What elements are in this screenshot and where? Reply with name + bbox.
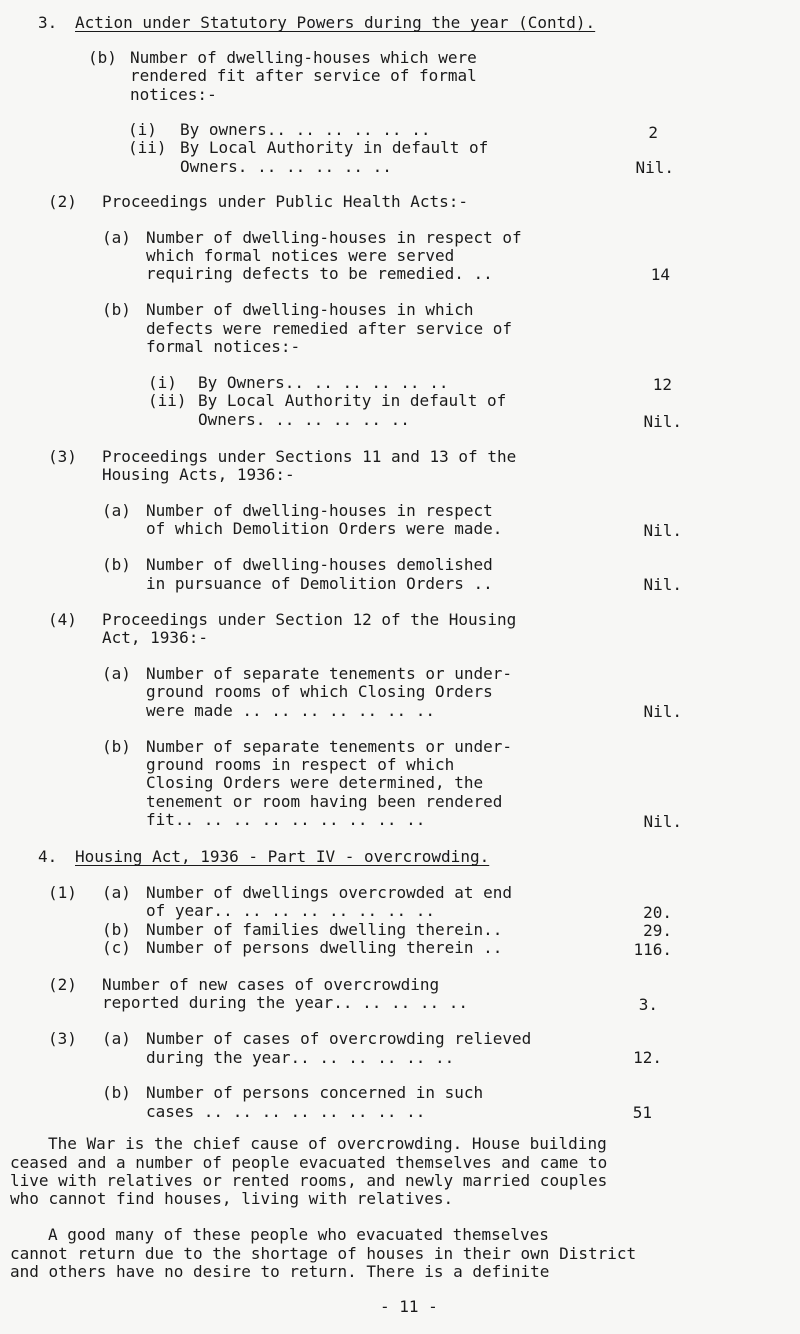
paragraph-line: who cannot find houses, living with relatives. — [10, 1189, 454, 1208]
subitem-text: By Local Authority in default of — [180, 138, 489, 157]
item-text: fit.. .. .. .. .. .. .. .. .. — [146, 810, 426, 829]
item-text: Number of dwelling-houses in respect of — [146, 228, 522, 247]
item-text: of year.. .. .. .. .. .. .. .. — [146, 901, 435, 920]
subsection-number: (3) — [48, 447, 77, 466]
section-heading: Housing Act, 1936 - Part IV - overcrowding. — [75, 847, 490, 866]
item-value: 12. — [633, 1048, 662, 1067]
section-number: 3. — [38, 13, 58, 32]
item-text: Number of separate tenements or under- — [146, 664, 513, 683]
section-number: 4. — [38, 847, 58, 866]
item-text: in pursuance of Demolition Orders .. — [146, 574, 493, 593]
subitem-text: Owners. .. .. .. .. .. — [180, 157, 392, 176]
item-label: (b) — [102, 920, 131, 939]
item-label: (b) — [102, 737, 131, 756]
item-value: Nil. — [643, 575, 682, 594]
item-text: Number of separate tenements or under- — [146, 737, 513, 756]
item-label: (a) — [102, 664, 131, 683]
subsection-title: Proceedings under Section 12 of the Housing — [102, 610, 517, 629]
item-text: Number of dwelling-houses which were — [130, 48, 477, 67]
subitem-label: (i) — [148, 373, 177, 392]
item-text: Number of persons dwelling therein .. — [146, 938, 503, 957]
paragraph-line: and others have no desire to return. There is a definite — [10, 1262, 550, 1281]
item-value: Nil. — [643, 812, 682, 831]
item-value: 116. — [633, 940, 672, 959]
subsection-number: (3) — [48, 1029, 77, 1048]
subitem-text: By Local Authority in default of — [198, 391, 507, 410]
item-text: cases .. .. .. .. .. .. .. .. — [146, 1102, 426, 1121]
item-text: Number of dwelling-houses in which — [146, 300, 474, 319]
subitem-text: Owners. .. .. .. .. .. — [198, 410, 410, 429]
item-value: Nil. — [643, 521, 682, 540]
item-value: 14 — [650, 265, 670, 284]
item-text: rendered fit after service of formal — [130, 66, 477, 85]
item-text: notices:- — [130, 85, 217, 104]
item-text: of which Demolition Orders were made. — [146, 519, 503, 538]
section-heading: Action under Statutory Powers during the year (Contd). — [75, 13, 596, 32]
subsection-number: (2) — [48, 192, 77, 211]
item-label: (b) — [102, 555, 131, 574]
item-text: Number of persons concerned in such — [146, 1083, 484, 1102]
item-text: requiring defects to be remedied. .. — [146, 264, 493, 283]
item-label: (a) — [102, 883, 131, 902]
item-text: Number of families dwelling therein.. — [146, 920, 503, 939]
item-text: which formal notices were served — [146, 246, 455, 265]
item-value: Nil. — [643, 412, 682, 431]
item-text: Number of dwellings overcrowded at end — [146, 883, 513, 902]
item-text: formal notices:- — [146, 337, 301, 356]
item-value: 51 — [632, 1103, 652, 1122]
paragraph-line: live with relatives or rented rooms, and newly married couples — [10, 1171, 608, 1190]
item-text: Closing Orders were determined, the — [146, 773, 484, 792]
item-text: Number of new cases of overcrowding — [102, 975, 440, 994]
subsection-number: (4) — [48, 610, 77, 629]
item-value: 2 — [648, 123, 658, 142]
item-text: reported during the year.. .. .. .. .. — [102, 993, 469, 1012]
subsection-number: (2) — [48, 975, 77, 994]
item-label: (b) — [102, 300, 131, 319]
item-text: during the year.. .. .. .. .. .. — [146, 1048, 455, 1067]
paragraph-line: ceased and a number of people evacuated themselves and came to — [10, 1153, 608, 1172]
item-value: 29. — [643, 921, 672, 940]
page-number: - 11 - — [380, 1297, 438, 1316]
subitem-label: (i) — [128, 120, 157, 139]
item-text: Number of dwelling-houses in respect — [146, 501, 493, 520]
subitem-label: (ii) — [148, 391, 187, 410]
item-label: (c) — [102, 938, 131, 957]
item-label: (a) — [102, 501, 131, 520]
item-text: Number of cases of overcrowding relieved — [146, 1029, 532, 1048]
subsection-title: Proceedings under Sections 11 and 13 of the — [102, 447, 517, 466]
subsection-title: Proceedings under Public Health Acts:- — [102, 192, 469, 211]
item-label: (b) — [102, 1083, 131, 1102]
item-text: Number of dwelling-houses demolished — [146, 555, 493, 574]
item-value: Nil. — [635, 158, 674, 177]
item-value: 3. — [638, 995, 658, 1014]
subitem-label: (ii) — [128, 138, 167, 157]
item-text: ground rooms in respect of which — [146, 755, 455, 774]
paragraph-line: A good many of these people who evacuated themselves — [48, 1225, 549, 1244]
item-value: Nil. — [643, 702, 682, 721]
item-label: (a) — [102, 1029, 131, 1048]
subitem-text: By Owners.. .. .. .. .. .. — [198, 373, 449, 392]
paragraph-line: cannot return due to the shortage of houses in their own District — [10, 1244, 637, 1263]
subsection-title: Housing Acts, 1936:- — [102, 465, 295, 484]
subitem-text: By owners.. .. .. .. .. .. — [180, 120, 431, 139]
item-text: ground rooms of which Closing Orders — [146, 682, 493, 701]
item-label: (b) — [88, 48, 117, 67]
item-value: 20. — [643, 903, 672, 922]
item-text: tenement or room having been rendered — [146, 792, 503, 811]
item-label: (a) — [102, 228, 131, 247]
item-text: were made .. .. .. .. .. .. .. — [146, 701, 435, 720]
item-value: 12 — [652, 375, 672, 394]
paragraph-line: The War is the chief cause of overcrowding. House building — [48, 1134, 607, 1153]
subsection-number: (1) — [48, 883, 77, 902]
subsection-title: Act, 1936:- — [102, 628, 208, 647]
item-text: defects were remedied after service of — [146, 319, 513, 338]
